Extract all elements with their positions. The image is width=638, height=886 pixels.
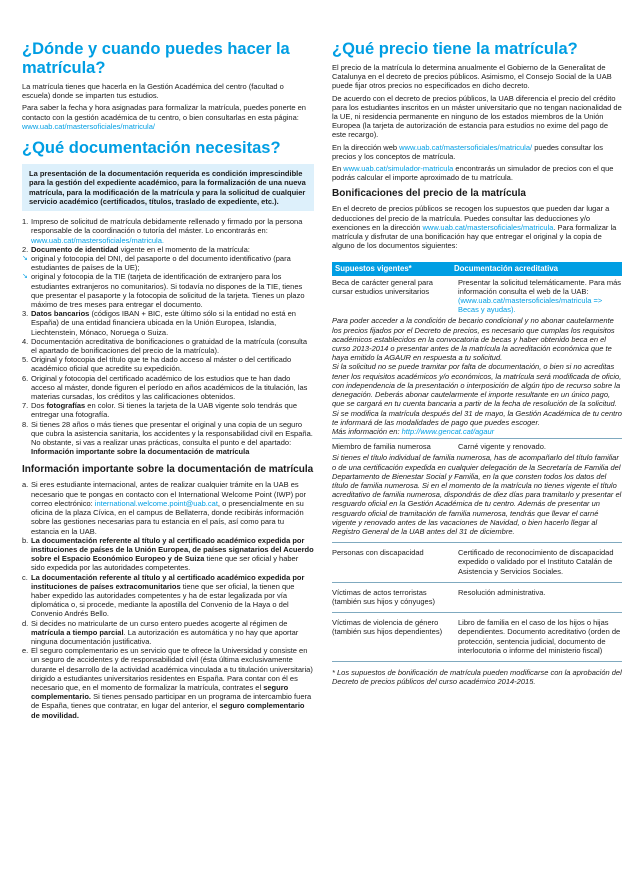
info-heading: Información importante sobre la documentación de matrícula — [22, 464, 314, 476]
id-sublist — [22, 254, 314, 309]
bonus-paragraph: En el decreto de precios públicos se recogen los supuestos que pueden dar lugar a deducciones del precio de la matrícula. Puedes consultar las deducciones y/o exenciones en la dirección www.uab.cat/mastersoficiales/matricula. Para formalizar la matrícula y disfrutar de una bonificación hay que entregar el original y la copia de alguno de los documentos siguientes: — [332, 204, 617, 251]
list-item: 1. Impreso de solicitud de matrícula debidamente rellenado y firmado por la persona responsable de la coordinación o tutoría del máster. Lo encontrarás en: www.uab.cat/mastersoficiales/matricula. — [22, 217, 303, 245]
grant-note-3: Más información en: http://www.gencat.cat/agaur — [332, 426, 495, 436]
docs-notice-box: La presentación de la documentación requerida es condición imprescindible para la gestión del expediente académico, para la formalización de una nueva matrícula, para la modificación de la matrícula y para la solicitud de cualquier servicio académico (certificados, títulos, traslado de expediente, etc.). — [22, 164, 314, 211]
table-row: Personas con discapacidad Certificado de reconocimiento de discapacidad expedido o validado por el Instituto Catalán de Asistencia y Servicios Sociales. — [332, 543, 622, 583]
list-item: a. Si eres estudiante internacional, antes de realizar cualquier trámite en la UAB es necesario que te pongas en contacto con el International Welcome Point (IWP) por correo electrónico: international.welcome.point@uab.cat, o presencialmente en su oficina de la plaza Cívica, en el campus de Bellaterra, donde recibirás información sobre las gestiones necesarias para tu estancia en el país, así como para tu estancia en la UAB. — [22, 480, 307, 536]
iwp-email-link[interactable]: international.welcome.point@uab.cat — [94, 498, 218, 508]
matricula-link[interactable]: www.uab.cat/mastersoficiales/matricula. — [31, 235, 164, 245]
arrow-icon: ↘ — [22, 255, 28, 263]
list-item: 2. Documento de identidad vigente en el momento de la matrícula: — [22, 244, 250, 254]
grant-note-1: Para poder acceder a la condición de becario condicional y no abonar cautelarmente los precios fijados por el Decreto de precios, es necesario que cumplas los requisitos académicos establecidos en la convocatoria de becas y haber obtenido beca en el curso 2013-2014 o presentar antes de la matrícula la acreditación económica que te haya emitido la AGAUR en respuesta a tu solicitud. — [332, 316, 615, 363]
column-header-docs: Documentación acreditativa — [454, 264, 558, 274]
list-item: 5. Original y fotocopia del título que te ha dado acceso al máster o del certificado académico oficial que acredite su expedición. — [22, 355, 292, 374]
list-item: ↘ original y fotocopia del DNI, del pasaporte o del documento identificativo (para estudiantes de países de la UE); — [22, 254, 291, 273]
simulator-link[interactable]: www.uab.cat/simulador-matricula — [343, 164, 454, 174]
table-footnote: * Los supuestos de bonificación de matrícula pueden modificarse con la aprobación del Decreto de precios públicos del curso académico 2014-2015. — [332, 667, 622, 687]
list-item: ↘ original y fotocopia de la TIE (tarjeta de identificación de extranjero para los estudiantes extranjeros no comunitarios). Si todavía no dispones de la TIE, tienes que presentar el pasaporte y la fotocopia de solicitud de la tarjeta. Tienes un plazo máximo de tres meses para entregar el documento. — [22, 272, 305, 310]
enrol-paragraph-1: La matrícula tienes que hacerla en la Gestión Académica del centro (facultad o escuela) donde se imparten tus estudios. — [22, 82, 284, 101]
grants-link[interactable]: (www.uab.cat/mastersoficiales/matricula => Becas y ayudas). — [458, 296, 603, 315]
table-row: Beca de carácter general para cursar estudios universitarios Presentar la solicitud telemáticamente. Para más información consulta el web de la UAB: (www.uab.cat/mastersoficiales/matricula => Becas y ayudas). — [332, 277, 621, 315]
right-column — [332, 40, 622, 686]
column-header-cases: Supuestos vigentes* — [335, 264, 412, 274]
prices-link[interactable]: www.uab.cat/mastersoficiales/matricula/ — [399, 142, 533, 152]
list-item: c. La documentación referente al título y al certificado académico expedida por instituciones de países extracomunitarios tiene que ser oficial, la tienen que haber expedido las autoridades competentes y ha de estar legalizada por vía diplomática o, si procede, mediante la apostilla del Convenio de la Haya o del Convenio Andrés Bello. — [22, 572, 305, 619]
list-item: 6. Original y fotocopia del certificado académico de los estudios que te han dado acceso al máster, donde figuren el período en años académicos de la titulación, las materias cursadas, los créditos y las calificaciones obtenidos. — [22, 373, 308, 402]
list-item: 3. Datos bancarios (códigos IBAN + BIC, este último sólo si la entidad no está en España) de una entidad financiera ubicada en la Unión Europea, Islandia, Liechtenstein, Mónaco, Noruega o Suiza. — [22, 309, 296, 337]
bonus-table-header — [332, 262, 622, 275]
price-heading: ¿Qué precio tiene la matrícula? — [332, 40, 578, 58]
large-family-note: Si tienes el título individual de familia numerosa, has de acompañarlo del título familiar o de una certificación expedida en cualquier delegación de la Secretaría de Familia del Departamento de Bienestar Social y Familia, en la que consten todos los datos del título de familia numerosa. Si en el momento de la matrícula no tienes vigente el título acreditativo de familia numerosa, dispondrás de diez días para tramitarlo y presentar el resguardo oficial en la Gestión Académica de tu centro. Además de presentar un resguardo oficial de tramitación de familia numerosa, tendrás que llevar el carné vigente y renovado antes de las vacaciones de Navidad, o bien hacerlo llegar al Registro General de la UAB antes del 31 de diciembre. — [332, 453, 622, 543]
list-item: 4. Documentación acreditativa de bonificaciones o gratuidad de la matrícula (consulta el apartado de bonificaciones del precio de la matrícula). — [22, 336, 307, 356]
docs-list-continued — [22, 309, 314, 456]
left-column — [22, 40, 314, 720]
info-list — [22, 480, 314, 719]
price-paragraph-3: En la dirección web www.uab.cat/mastersoficiales/matricula/ puedes consultar los precios y los conceptos de matrícula. — [332, 142, 603, 161]
price-paragraph-4: En www.uab.cat/simulador-matricula encontrarás un simulador de precios con el que podrás calcular el importe aproximado de tu matrícula. — [332, 164, 614, 183]
agaur-link[interactable]: http://www.gencat.cat/agaur — [401, 426, 495, 436]
price-paragraph-2: De acuerdo con el decreto de precios públicos, la UAB diferencia el precio del crédito para los estudiantes inscritos en un máster universitario que no tengan nacionalidad de la UE, ni residencia permanente en ninguno de los estados miembros de la Unión Europea (la tarjeta de autorización de estancia para estudios no exime del pago de este recargo). — [332, 93, 622, 140]
list-item: d. Si decides no matricularte de un curso entero puedes acogerte al régimen de matrícula a tiempo parcial. La autorización es automática y no hay que aportar ninguna documentación justificativa. — [22, 618, 299, 646]
table-row: Víctimas de actos terroristas (también sus hijos y cónyuges) Resolución administrativa. — [332, 583, 622, 613]
deductions-link[interactable]: www.uab.cat/mastersoficiales/matricula — [422, 222, 554, 232]
enrol-heading: ¿Dónde y cuando puedes hacer la matrícula? — [22, 40, 290, 77]
bonus-heading: Bonificaciones del precio de la matrícula — [332, 188, 526, 200]
arrow-icon: ↘ — [22, 273, 28, 281]
list-item: 8. Si tienes 28 años o más tienes que presentar el original y una copia de un seguro que cubra la asistencia sanitaria, los accidentes y la responsabilidad civil en España. No obstante, si vas a realizar unas prácticas, consulta el punto e del apartado: Información importante sobre la documentación de matrícula — [22, 419, 313, 457]
list-item: 7. Dos fotografías en color. Si tienes la tarjeta de la UAB vigente solo tendrás que entregar una fotografía. — [22, 401, 298, 420]
docs-list — [22, 217, 314, 254]
enrol-paragraph-2: Para saber la fecha y hora asignadas para formalizar la matrícula, puedes ponerte en contacto con la gestión académica de tu centro, o bien consultarlas en esta página: www.uab.cat/mastersoficiales/matricula/ — [22, 103, 306, 131]
table-row: Miembro de familia numerosa Carné vigente y renovado. — [332, 442, 546, 452]
table-row: Víctimas de violencia de género (también sus hijos dependientes) Libro de familia en el caso de los hijos o hijas dependientes. Documento acreditativo (orden de protección, sentencia judicial, documento de interlocutoria o informe del ministerio fiscal) — [332, 613, 622, 662]
docs-heading: ¿Qué documentación necesitas? — [22, 139, 281, 158]
price-paragraph-1: El precio de la matrícula lo determina anualmente el Gobierno de la Generalitat de Catalunya en el decreto de precios públicos. Asimismo, el Consejo Social de la UAB puede fijar otros precios no especificados en dicho decreto. — [332, 63, 612, 91]
grant-note-2: Si la solicitud no se puede tramitar por falta de documentación, o bien si no acreditas tener los requisitos académicos y/o económicos, la matrícula será modificada de oficio, con independencia de la presentación o interposición de algún tipo de recurso sobre la denegación. Deberás abonar cautelarmente el importe resultante en un único pago, que se cargará en tu cuenta bancaria a partir de la fecha de resolución de la solicitud. Si se modifica la matrícula después del 31 de mayo, la Gestión Académica de tu centro te informará de las modalidades de pago que puedes escoger. — [332, 362, 622, 427]
enrol-link[interactable]: www.uab.cat/mastersoficiales/matricula/ — [22, 121, 155, 131]
list-item: e. El seguro complementario es un servicio que te ofrece la Universidad y consiste en un seguro de accidentes y de responsabilidad civil (ésta última exclusivamente durante el desarrollo de la actividad académica vinculada a tu titulación universitaria) dirigido a estudiantes universitarios residentes en España. Para contar con él es necesario que, en el momento de formalizar la matrícula, contrates el seguro complementario. Si tienes pensado participar en un programa de intercambio fuera de España, tienes que contratar, en lugar del anterior, el seguro complementario de movilidad. — [22, 646, 313, 720]
list-item: b. La documentación referente al título y al certificado académico expedida por instituciones de países de la Unión Europea, de países signatarios del Acuerdo sobre el Espacio Económico Europeo y de Suiza tiene que ser oficial y haber sido expedida por las autoridades competentes. — [22, 535, 314, 573]
